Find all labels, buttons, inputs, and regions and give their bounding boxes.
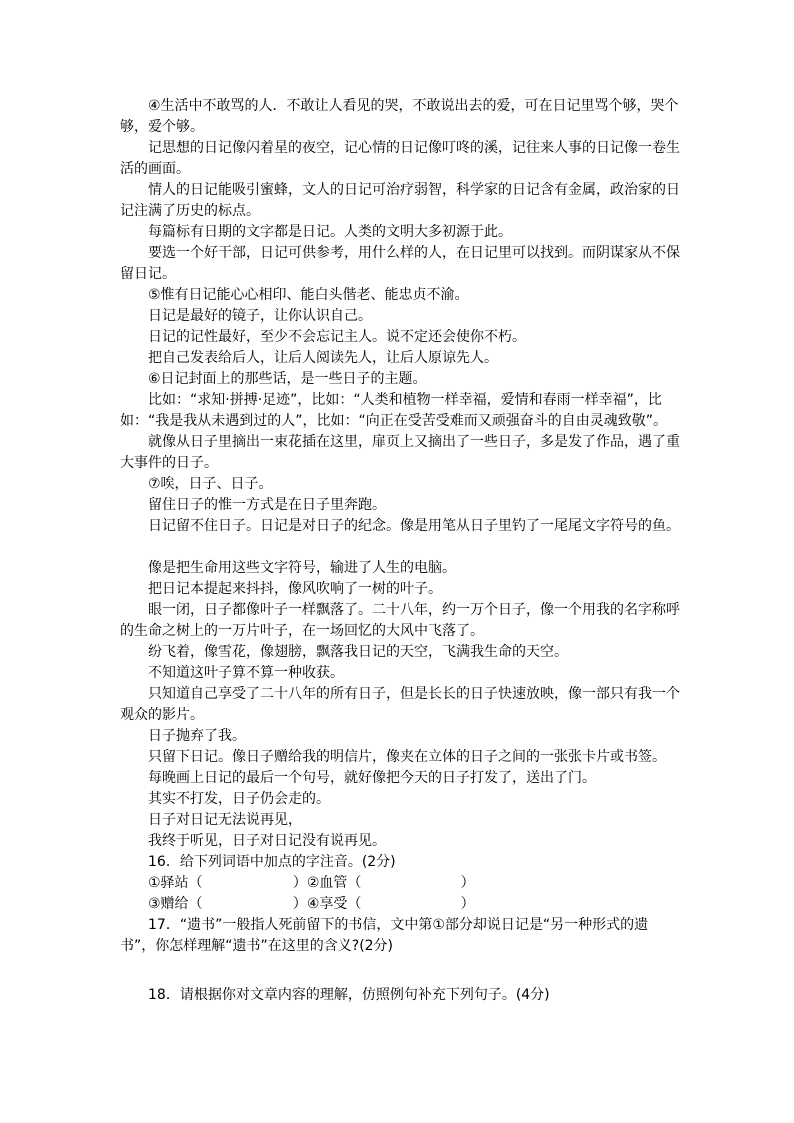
paragraph: 日子抛弃了我。 [148, 728, 246, 744]
paragraph: 每晚画上日记的最后一个句号，就好像把今天的日子打发了，送出了门。 [148, 770, 596, 786]
question-16-row-2 [120, 894, 680, 915]
q16-item-4-label: ）④享受（ [292, 896, 362, 912]
paragraph: ⑥日记封面上的那些话，是一些日子的主题。 [148, 371, 427, 387]
paragraph: 把日记本提起来抖抖，像风吹响了一树的叶子。 [148, 581, 442, 597]
blank-line [120, 537, 680, 558]
paragraph: 情人的日记能吸引蜜蜂，文人的日记可治疗弱智，科学家的日记含有金属，政治家的日记注满了历史的标点。 [120, 182, 680, 219]
q16-close-paren: ） [460, 896, 475, 912]
q16-item-1-label: ①驿站（ [148, 875, 203, 891]
paragraph: 留住日子的惟一方式是在日子里奔跑。 [148, 497, 386, 513]
paragraph: 记思想的日记像闪着星的夜空，记心情的日记像叮咚的溪，记往来人事的日记像一卷生活的画面。 [120, 140, 680, 177]
paragraph: 把自己发表给后人，让后人阅读先人，让后人原谅先人。 [148, 350, 498, 366]
document-page [120, 96, 680, 1006]
answer-blank[interactable] [361, 873, 460, 894]
paragraph: 只知道自己享受了二十八年的所有日子，但是长长的日子快速放映，像一部只有我一个观众的影片。 [120, 686, 680, 723]
paragraph: 日子对日记无法说再见， [148, 812, 302, 828]
q16-item-2-label: ）②血管（ [292, 875, 362, 891]
q16-close-paren: ） [460, 875, 475, 891]
answer-blank[interactable] [203, 894, 293, 915]
paragraph: 只留下日记。像日子赠给我的明信片，像夹在立体的日子之间的一张张卡片或书签。 [148, 749, 666, 765]
paragraph: 比如：“求知·拼搏·足迹”，比如：“人类和植物一样幸福，爱情和春雨一样幸福”，比如：“我是我从未遇到过的人”，比如：“向正在受苦受难而又顽强奋斗的自由灵魂致敬”。 [120, 392, 668, 429]
paragraph: 要选一个好干部，日记可供参考，用什么样的人，在日记里可以找到。而阴谋家从不保留日记。 [120, 245, 680, 282]
paragraph: 日记的记性最好，至少不会忘记主人。说不定还会使你不朽。 [148, 329, 526, 345]
paragraph: 像是把生命用这些文字符号，输进了人生的电脑。 [148, 560, 456, 576]
question-18: 18．请根据你对文章内容的理解，仿照例句补充下列句子。(4分) [148, 987, 550, 1003]
paragraph: 眼一闭，日子都像叶子一样飘落了。二十八年，约一万个日子，像一个用我的名字称呼的生命之树上的一万片叶子，在一场回忆的大风中飞落了。 [120, 602, 680, 639]
paragraph: ④生活中不敢骂的人．不敢让人看见的哭，不敢说出去的爱，可在日记里骂个够，哭个够，爱个够。 [120, 98, 679, 135]
paragraph: 日记留不住日子。日记是对日子的纪念。像是用笔从日子里钓了一尾尾文字符号的鱼。 [148, 518, 680, 534]
question-16: 16．给下列词语中加点的字注音。(2分) [148, 854, 396, 870]
paragraph: 每篇标有日期的文字都是日记。人类的文明大多初源于此。 [148, 224, 512, 240]
paragraph: 我终于听见，日子对日记没有说再见。 [148, 833, 386, 849]
paragraph: 纷飞着，像雪花，像翅膀，飘落我日记的天空，飞满我生命的天空。 [148, 644, 568, 660]
paragraph: ⑦唉，日子、日子。 [148, 476, 273, 492]
question-17: 17．“遗书”一般指人死前留下的书信，文中第①部分却说日记是“另一种形式的遗书”，你怎样理解“遗书”在这里的含义?(2分) [120, 917, 649, 954]
q16-item-3-label: ③赠给（ [148, 896, 203, 912]
answer-blank[interactable] [361, 894, 460, 915]
question-16-row-1 [120, 873, 680, 894]
paragraph: 不知道这叶子算不算一种收获。 [148, 665, 344, 681]
paragraph: 其实不打发，日子仍会走的。 [148, 791, 330, 807]
paragraph: ⑤惟有日记能心心相印、能白头偕老、能忠贞不渝。 [148, 287, 469, 303]
paragraph: 就像从日子里摘出一束花插在这里，扉页上又摘出了一些日子，多是发了作品，遇了重大事件的日子。 [120, 434, 680, 471]
answer-blank[interactable] [203, 873, 293, 894]
answer-space[interactable] [120, 957, 680, 985]
paragraph: 日记是最好的镜子，让你认识自己。 [148, 308, 372, 324]
